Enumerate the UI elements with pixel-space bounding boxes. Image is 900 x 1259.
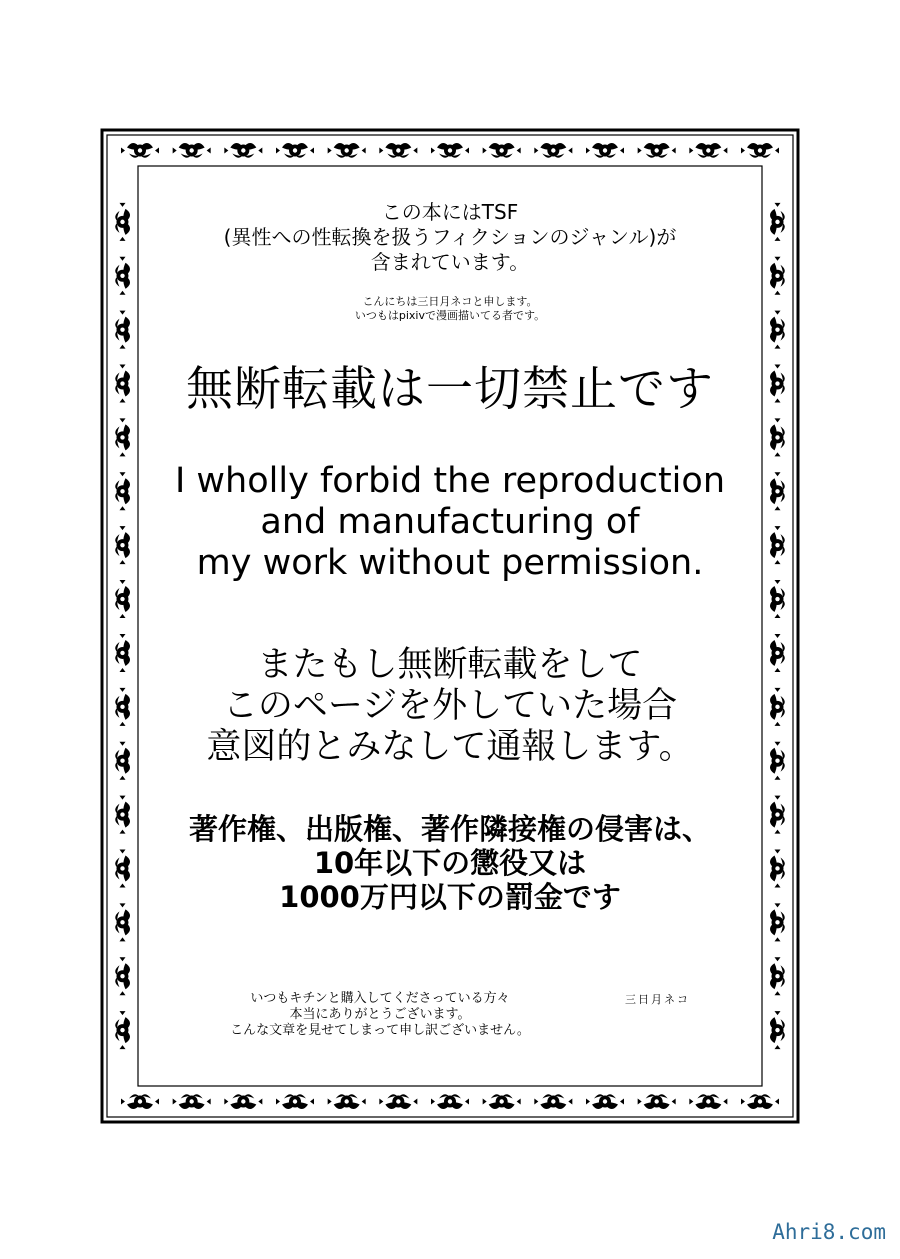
report-line: 意図的とみなして通報します。 <box>206 727 694 767</box>
tsf-line: この本にはTSF <box>381 200 519 224</box>
thanks-line: いつもキチンと購入してくださっている方々 <box>250 991 510 1006</box>
law-line: 10年以下の懲役又は <box>313 846 587 880</box>
law-line: 著作権、出版権、著作隣接権の侵害は、 <box>188 812 711 846</box>
prohibition-heading: 無断転載は一切禁止です <box>186 362 714 417</box>
greeting-line: いつもはpixivで漫画描いてる者です。 <box>354 309 546 322</box>
english-line: and manufacturing of <box>260 502 640 542</box>
tsf-notice <box>100 200 800 275</box>
thanks-line: 本当にありがとうございます。 <box>289 1007 471 1022</box>
thanks-message <box>100 991 660 1039</box>
tsf-line: 含まれています。 <box>370 250 530 274</box>
english-notice <box>100 461 800 584</box>
law-line: 1000万円以下の罰金です <box>279 880 621 914</box>
law-notice <box>100 812 800 914</box>
english-line: I wholly forbid the reproduction <box>174 461 726 501</box>
report-line: またもし無断転載をして <box>257 645 643 685</box>
watermark: Ahri8.com <box>772 1220 886 1244</box>
greeting-line: こんにちは三日月ネコと申します。 <box>362 295 538 308</box>
author-name: 三日月ネコ <box>625 993 690 1006</box>
report-line: このページを外していた場合 <box>222 686 678 726</box>
thanks-line: こんな文章を見せてしまって申し訳ございません。 <box>230 1023 530 1038</box>
report-notice <box>100 645 800 768</box>
english-line: my work without permission. <box>196 543 704 583</box>
greeting <box>100 295 800 323</box>
tsf-line: (異性への性転換を扱うフィクションのジャンル)が <box>223 225 677 249</box>
